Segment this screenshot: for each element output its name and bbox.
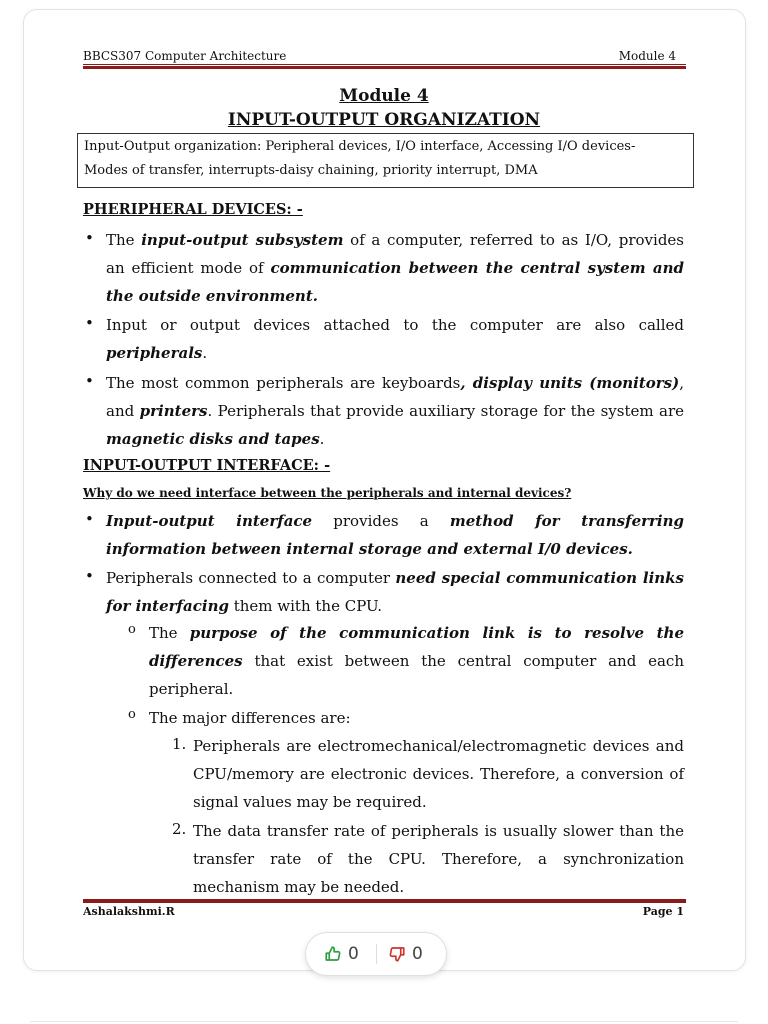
page-title: INPUT-OUTPUT ORGANIZATION — [227, 110, 541, 130]
downvote-count: 0 — [412, 944, 423, 964]
footer-rule — [83, 898, 686, 903]
sub-bullet-marker: o — [128, 622, 136, 637]
module-title: Module 4 — [339, 86, 429, 106]
syllabus-line-2: Modes of transfer, interrupts-daisy chaining, priority interrupt, DMA — [84, 163, 538, 178]
bullet-marker: • — [85, 229, 94, 247]
footer-author: Ashalakshmi.R — [83, 905, 175, 918]
sub-bullet-purpose: The purpose of the communication link is to resolve the differences that exist between the central computer and each peripheral. — [149, 624, 684, 698]
bullet-marker: • — [85, 510, 94, 528]
header-rule — [83, 64, 686, 69]
bullet-io-subsystem: The input-output subsystem of a computer, referred to as I/O, provides an efficient mode of communication between the central system and the outside environment. — [106, 231, 685, 305]
bullet-peripherals-def: Input or output devices attached to the computer are also called peripherals. — [106, 316, 684, 362]
bullet-common-peripherals: The most common peripherals are keyboards, display units (monitors), and printers. Peripherals that provide auxiliary storage for the system are magnetic disks and tapes. — [106, 374, 684, 448]
syllabus-line-1: Input-Output organization: Peripheral devices, I/O interface, Accessing I/O devices- — [84, 139, 636, 154]
upvote-count: 0 — [348, 944, 359, 964]
header-module: Module 4 — [618, 49, 676, 63]
bullet-marker: • — [85, 567, 94, 585]
sub-bullet-marker: o — [128, 707, 136, 722]
numbered-item-conversion: Peripherals are electromechanical/electromagnetic devices and CPU/memory are electronic devices. Therefore, a conversion of signal values may be required. — [193, 737, 684, 811]
thumbs-down-icon — [388, 945, 406, 963]
vote-separator — [376, 944, 377, 964]
numbered-marker: 1. — [172, 735, 187, 753]
vote-widget — [305, 932, 447, 976]
upvote-button[interactable] — [324, 933, 359, 975]
sub-bullet-differences: The major differences are: — [149, 709, 351, 727]
bullet-io-interface: Input-output interface provides a method for transferring information between internal storage and external I/0 devices. — [106, 512, 685, 558]
thumbs-up-icon — [324, 945, 342, 963]
header-course: BBCS307 Computer Architecture — [83, 49, 287, 63]
bullet-communication-links: Peripherals connected to a computer need special communication links for interfacing them with the CPU. — [106, 569, 685, 615]
section-heading-interface: INPUT-OUTPUT INTERFACE: - — [83, 457, 331, 474]
page-divider — [30, 1021, 738, 1022]
bullet-marker: • — [85, 372, 94, 390]
section-heading-peripheral: PHERIPHERAL DEVICES: - — [83, 201, 303, 218]
numbered-marker: 2. — [172, 820, 187, 838]
downvote-button[interactable] — [388, 933, 423, 975]
footer-page-number: Page 1 — [642, 905, 684, 918]
interface-question: Why do we need interface between the peripherals and internal devices? — [83, 486, 572, 500]
syllabus-box — [77, 133, 694, 188]
bullet-marker: • — [85, 314, 94, 332]
numbered-item-synchronization: The data transfer rate of peripherals is usually slower than the transfer rate of the CPU. Therefore, a synchronization mechanism may be needed. — [193, 822, 684, 896]
